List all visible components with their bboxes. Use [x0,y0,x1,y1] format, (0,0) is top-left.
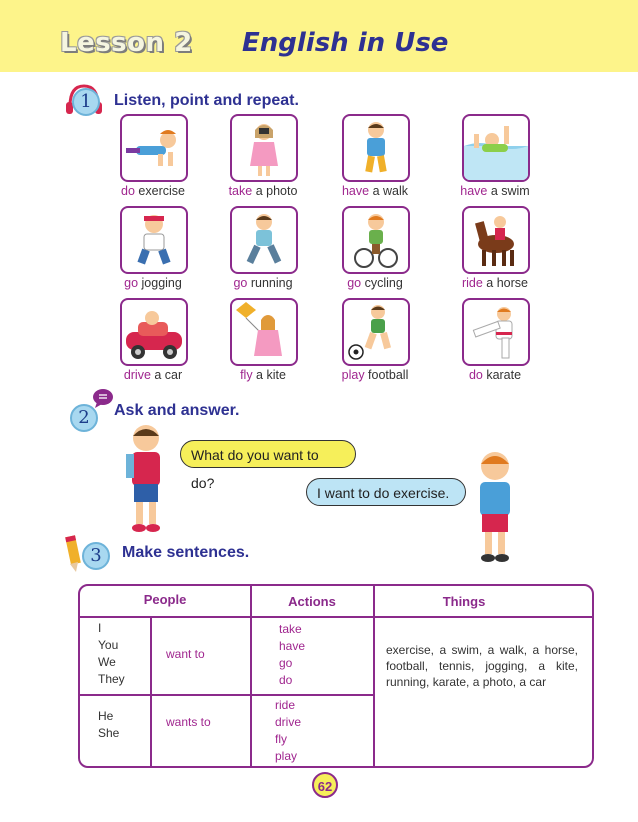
things-list: exercise, a swim, a walk, a horse, football, tennis, jogging, a kite, running, karate, a photo, a car [386,643,578,689]
lesson-label: Lesson 2 [60,28,193,58]
caption-walk [310,184,440,198]
action-item: drive [275,715,302,729]
caption-verb: do [468,368,483,382]
caption-verb: take [228,184,253,198]
action-item: go [279,656,293,670]
caption-verb: go [233,276,248,290]
caption-text: a kite [252,368,286,382]
caption-swim [430,184,560,198]
boy-left-icon [120,422,172,534]
action-item: take [279,622,302,636]
boy-right-icon [470,448,520,566]
horse-icon [462,206,530,274]
caption-verb: fly [240,368,253,382]
table-divider [80,694,374,696]
caption-verb: go [347,276,362,290]
caption-text: a swim [487,184,530,198]
actions-group-2 [275,697,301,765]
swim-icon [462,114,530,182]
karate-icon [462,298,530,366]
people-item: She [98,726,120,740]
caption-verb: play [341,368,365,382]
header-people: People [143,592,187,607]
section-2-number: 2 [70,404,98,432]
action-item: play [275,749,298,763]
exercise-icon [120,114,188,182]
people-item: We [98,655,116,669]
caption-verb: do [121,184,135,198]
caption-text: exercise [134,184,185,198]
caption-verb: have [460,184,488,198]
caption-text: a walk [369,184,408,198]
question-bubble: What do you want to do? [180,440,356,468]
running-icon [230,206,298,274]
table-divider [80,616,592,618]
photo-icon [230,114,298,182]
table-divider [373,586,375,766]
caption-verb: drive [123,368,151,382]
caption-verb: have [341,184,370,198]
football-icon [342,298,410,366]
caption-football [310,368,440,382]
caption-cycling [310,276,440,290]
caption-karate [430,368,560,382]
caption-text: football [364,368,409,382]
header-things: Things [442,594,486,609]
caption-verb: go [124,276,139,290]
caption-text: running [247,276,293,290]
section-3-number: 3 [82,542,110,570]
people-item: They [98,672,125,686]
people-item: You [98,638,119,652]
table-divider [150,616,152,766]
answer-bubble: I want to do exercise. [306,478,466,506]
caption-photo [198,184,328,198]
people-item: He [98,709,114,723]
caption-text: a photo [252,184,298,198]
caption-text: cycling [361,276,403,290]
caption-text: a car [150,368,183,382]
action-item: have [279,639,306,653]
people-group-1 [98,620,125,688]
walk-icon [342,114,410,182]
section-1-number: 1 [72,88,100,116]
page-title: English in Use [242,28,449,58]
people-group-2 [98,708,119,742]
caption-text: a horse [482,276,528,290]
actions-group-1 [279,621,305,689]
action-item: do [279,673,293,687]
caption-kite [198,368,328,382]
jogging-icon [120,206,188,274]
car-icon [120,298,188,366]
caption-running [198,276,328,290]
pencil-icon [64,534,82,574]
cycling-icon [342,206,410,274]
caption-text: jogging [138,276,182,290]
section-3-title: Make sentences. [122,544,250,561]
section-1-title: Listen, point and repeat. [114,92,299,109]
caption-text: karate [482,368,522,382]
verb-want-to: want to [166,647,205,661]
caption-verb: ride [461,276,483,290]
action-item: ride [275,698,296,712]
caption-horse [430,276,560,290]
speech-icon [92,388,114,408]
table-divider [250,586,252,766]
section-2-title: Ask and answer. [114,402,240,419]
action-item: fly [275,732,287,746]
verb-wants-to: wants to [166,715,211,729]
people-item: I [98,621,102,635]
kite-icon [230,298,298,366]
header-actions: Actions [288,594,336,609]
page-number: 62 [312,772,338,798]
